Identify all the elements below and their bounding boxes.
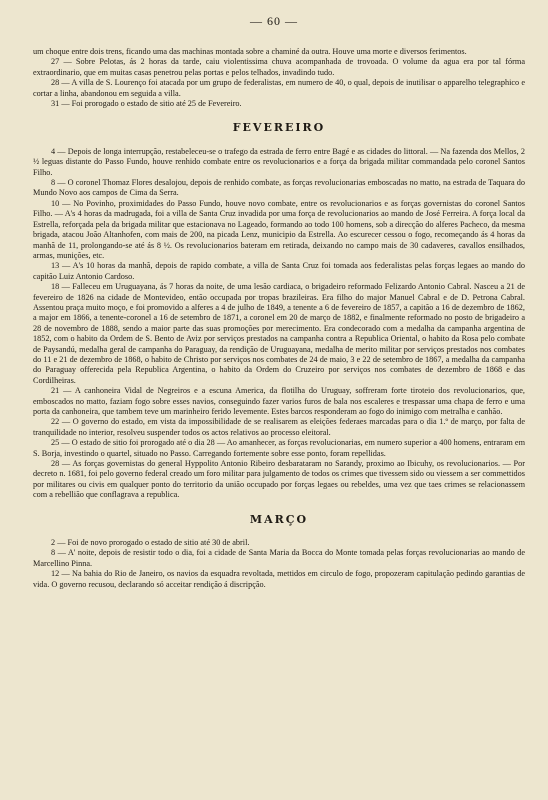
page-number: — 60 — xyxy=(250,14,298,28)
paragraph: 13 — A's 10 horas da manhã, depois de rapido combate, a villa de Santa Cruz foi tomada aos federalistas pelas forças legaes ao mando do capitão Luiz Antonio Cardoso. xyxy=(33,261,525,281)
page-body xyxy=(33,47,525,590)
paragraph: 8 — O coronel Thomaz Flores desalojou, depois de renhido combate, as forças revolucionarias emboscadas no matto, na estrada de Taquara do Mundo Novo aos campos de Cima da Serra. xyxy=(33,178,525,198)
section-heading-marco: MARÇO xyxy=(249,512,309,526)
paragraph: 28 — As forças governistas do general Hyppolito Antonio Ribeiro desbarataram no Sarandy, proximo ao Ibicuhy, os revolucionarios. — Por decreto n. 1681, foi pelo governo federal creado um foro militar para julgamento de todos os crimes que tivessem sido ou viessem a ser commettidos por militares ou civis em qualquer ponto do territorio da união occupado por forças legaes ou rebeldes, uma vez que taes crimes se relacionassem com a rebellião que conflagrava a republica. xyxy=(33,459,525,500)
paragraph: 8 — A' noite, depois de resistir todo o dia, foi a cidade de Santa Maria da Bocca do Monte tomada pelas forças revolucionarias ao mando de Marcellino Pinna. xyxy=(33,548,525,568)
paragraph: 31 — Foi prorogado o estado de sitio até 25 de Fevereiro. xyxy=(51,99,242,109)
paragraph: 12 — Na bahia do Rio de Janeiro, os navios da esquadra revoltada, mettidos em circulo de fogo, propozeram capitulação pedindo garantias de vida. O governo recusou, declarando só acceitar rendição á discripção. xyxy=(33,569,525,589)
paragraph: 22 — O governo do estado, em vista da impossibilidade de se realisarem as eleições federaes marcadas para o dia 1.º de março, por falta de tranquilidade no interior, resolveu suspender todos os actos relativos ao processo eleitoral. xyxy=(33,417,525,437)
paragraph: 25 — O estado de sitio foi prorogado até o dia 28 — Ao amanhecer, as forças revolucionarias, em numero superior a 400 homens, entraram em S. Borja, investindo o quartel, situado no Passo. Carregando fortemente sobre esse ponto, foram repellidas. xyxy=(33,438,525,458)
paragraph: 21 — A canhoneira Vidal de Negreiros e a escuna America, da flotilha do Uruguay, soffreram forte tiroteio dos revolucionarios, que, emboscados no matto, faziam fogo sobre esses navios, conseguindo fazer varios furos de bala nos escaleres e trespassar uma chapa de ferro e uma porta da canhoneira, que tambem teve um marinheiro ferido levemente. Estes barcos responderam ao fogo do inimigo com metralha e canhão. xyxy=(33,386,525,416)
paragraph: 10 — No Povinho, proximidades do Passo Fundo, houve novo combate, entre os revolucionarios e as forças governistas do coronel Santos Filho. — A's 4 horas da madrugada, foi a villa de Santa Cruz invadida por uma força de revolucionarios ao mando de José Ferreira. A força local da Estrella, reforçada pela da brigada militar que estacionava no Lageado, formando ao todo 100 homens, sob a direcção do alferes Pacheco, da mesma brigada, atacou João Altanhofen, com mais de 200, na picada Lenz, municipio da Estrella. Ao escurecer cessou o fogo, recomeçando ás 4 horas da manhã de 11, prolongando-se até ás 8 ½. Os revolucionarios bateram em retirada, deixando no campo mais de 30 cadaveres, cavallos ensilhados, armas, munições, etc. xyxy=(33,198,525,260)
paragraph: 27 — Sobre Pelotas, ás 2 horas da tarde, caiu violentissima chuva acompanhada de trovoada. O volume da agua era por tal fórma extraordinario, que em muitas casas penetrou pelas portas e pelos telhados, invadindo tudo. xyxy=(33,57,525,77)
section-heading-fevereiro: FEVEREIRO xyxy=(232,121,326,135)
paragraph: 18 — Falleceu em Uruguayana, ás 7 horas da noite, de uma lesão cardiaca, o brigadeiro reformado Felizardo Antonio Cabral. Nasceu a 21 de fevereiro de 1826 na cidade de Montevideo, então occupada por tropas brazileiras. Era filho do major Manuel Cabral e de D. Petrona Cabral. Assentou praça muito moço, e foi promovido a alferes a 4 de julho de 1849, a tenente a 6 de fevereiro de 1857, a capitão a 16 de dezembro de 1862, a major em 1866, a tenente-coronel a 16 de setembro de 1871, a coronel em 20 de março de 1882, e finalmente reformado no posto de brigadeiro a 28 de novembro de 1888, sendo a maior parte das suas promoções por merecimento. Era condecorado com a medalha da campanha argentina de 1852, com o habito da Ordem de S. Bento de Aviz por serviços prestados na campanha contra a Republica Oriental, o habito da Rosa pelo combate de Paysandú, medalha geral de campanha do Paraguay, da rendição de Uruguayana, medalha de merito militar por serviços prestados nos combates do 11 e 21 de dezembro de 1868, o habito de Christo por serviços nos combates de 24 de maio, 3 e 22 de setembro de 1867, a medalha da campanha do Paraguay offerecida pela Republica Argentina, o habito da Ordem do Cruzeiro por serviços nos combates de dezembro de 1868 e das Cordilheiras. xyxy=(33,282,525,385)
paragraph: 28 — A villa de S. Lourenço foi atacada por um grupo de federalistas, em numero de 40, o qual, depois de inutilisar o apparelho telegraphico e cortar a linha, abandonou em seguida a villa. xyxy=(33,78,525,98)
paragraph: 2 — Foi de novo prorogado o estado de sitio até 30 de abril. xyxy=(51,538,250,548)
paragraph: um choque entre dois trens, ficando uma das machinas montada sobre a chaminé da outra. Houve uma morte e diversos ferimentos. xyxy=(33,47,467,56)
paragraph: 4 — Depois de longa interrupção, restabeleceu-se o trafego da estrada de ferro entre Bagé e as cidades do littoral. — Na fazenda dos Mellos, 2 ½ leguas distante do Passo Fundo, houve renhido combate entre os revolucionarios e a força da brigada militar commandada pelo coronel Santos Filho. xyxy=(33,146,525,177)
